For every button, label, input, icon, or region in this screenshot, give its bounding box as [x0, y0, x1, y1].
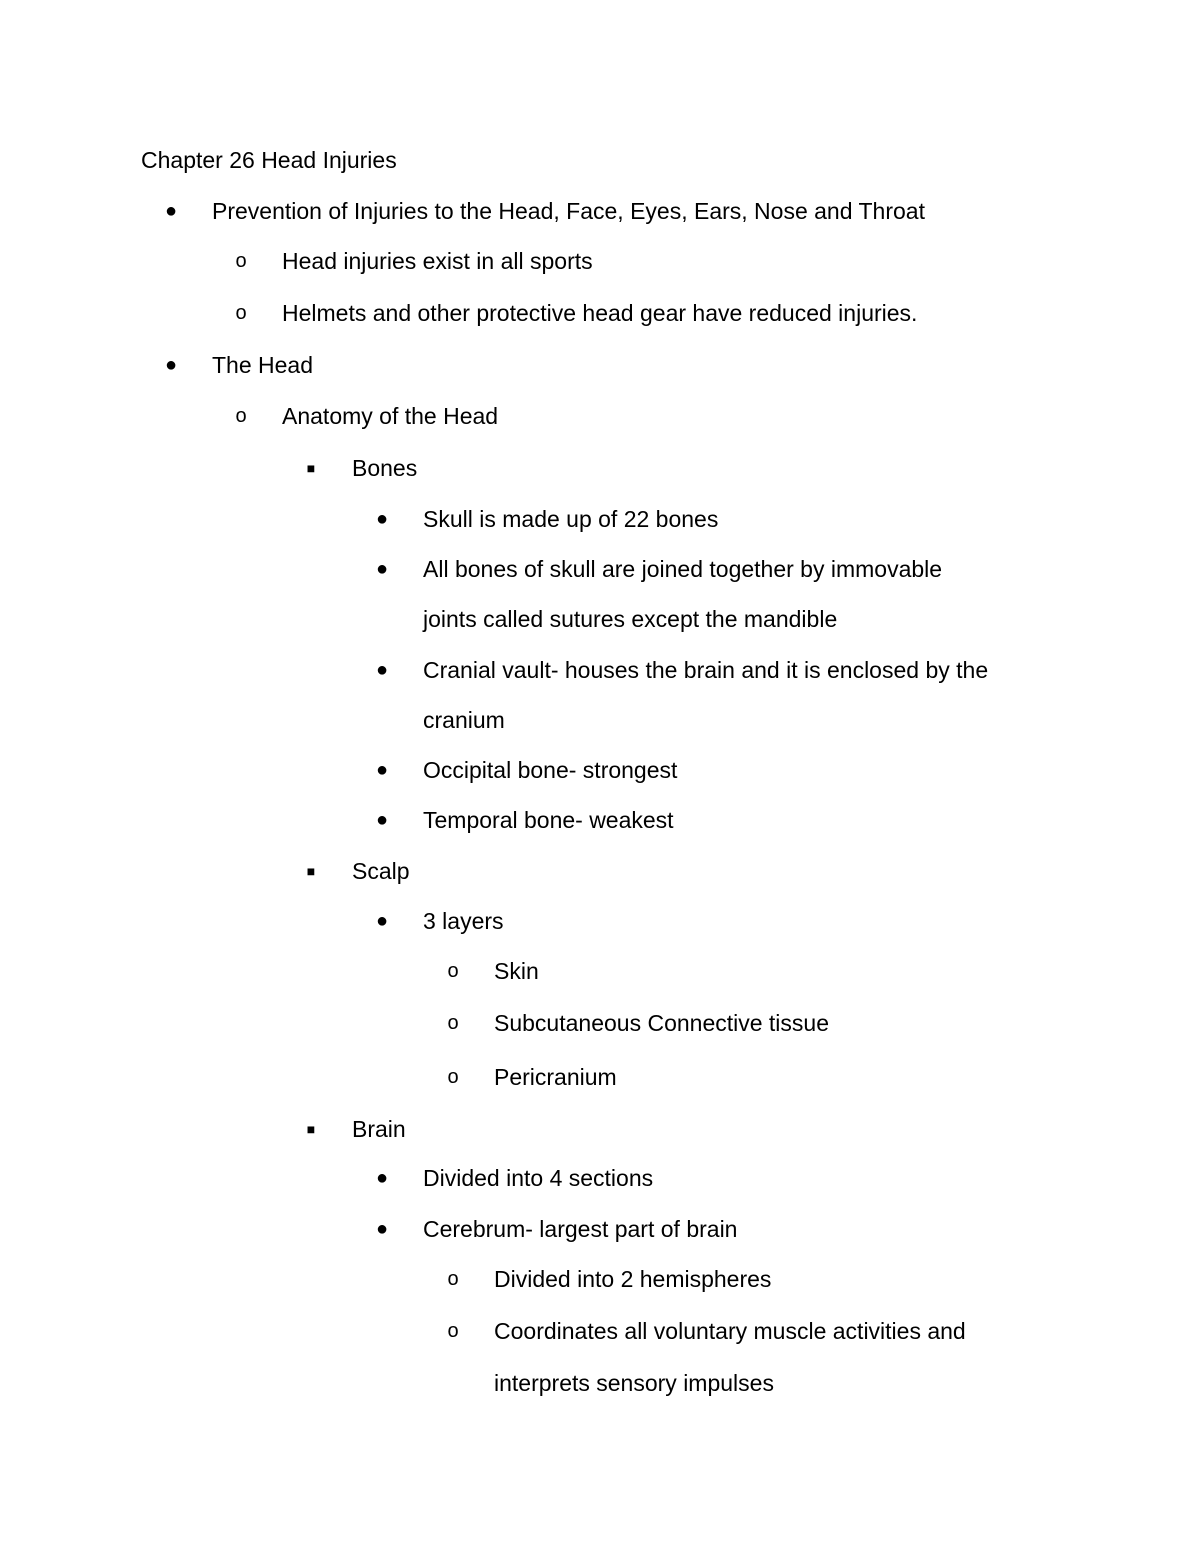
outline-item: Bones	[352, 455, 418, 481]
outline-item: Cerebrum- largest part of brain	[423, 1216, 738, 1242]
bullet-circle-icon: o	[235, 405, 247, 427]
outline-item: Skull is made up of 22 bones	[423, 506, 719, 532]
outline-item: cranium	[423, 707, 505, 733]
outline-item: Skin	[494, 958, 539, 984]
bullet-dot-icon: ●	[375, 1167, 389, 1189]
outline-item: Head injuries exist in all sports	[282, 248, 593, 274]
bullet-dot-icon: ●	[375, 659, 389, 681]
outline-item: Brain	[352, 1116, 406, 1142]
bullet-circle-icon: o	[235, 250, 247, 272]
bullet-dot-icon: ●	[164, 200, 178, 222]
outline-item: Coordinates all voluntary muscle activities and	[494, 1318, 966, 1344]
outline-item: All bones of skull are joined together by immovable	[423, 556, 943, 582]
bullet-square-icon: ■	[306, 1121, 316, 1137]
bullet-circle-icon: o	[235, 302, 247, 324]
outline-item: Temporal bone- weakest	[423, 807, 674, 833]
outline-item: The Head	[212, 352, 314, 378]
outline-item: Subcutaneous Connective tissue	[494, 1010, 829, 1036]
document-title: Chapter 26 Head Injuries	[141, 147, 397, 173]
outline-item: Occipital bone- strongest	[423, 757, 678, 783]
bullet-circle-icon: o	[447, 1320, 459, 1342]
outline-item: Divided into 2 hemispheres	[494, 1266, 772, 1292]
bullet-square-icon: ■	[306, 460, 316, 476]
bullet-circle-icon: o	[447, 960, 459, 982]
bullet-circle-icon: o	[447, 1066, 459, 1088]
bullet-dot-icon: ●	[375, 508, 389, 530]
outline-item: 3 layers	[423, 908, 504, 934]
bullet-circle-icon: o	[447, 1268, 459, 1290]
bullet-dot-icon: ●	[164, 354, 178, 376]
bullet-dot-icon: ●	[375, 759, 389, 781]
bullet-dot-icon: ●	[375, 1218, 389, 1240]
outline-item: joints called sutures except the mandible	[423, 606, 838, 632]
bullet-dot-icon: ●	[375, 910, 389, 932]
bullet-square-icon: ■	[306, 863, 316, 879]
outline-item: Scalp	[352, 858, 410, 884]
outline-item: Anatomy of the Head	[282, 403, 499, 429]
bullet-dot-icon: ●	[375, 558, 389, 580]
bullet-circle-icon: o	[447, 1012, 459, 1034]
outline-item: Helmets and other protective head gear have reduced injuries.	[282, 300, 918, 326]
outline-item: interprets sensory impulses	[494, 1370, 774, 1396]
outline-item: Divided into 4 sections	[423, 1165, 654, 1191]
bullet-dot-icon: ●	[375, 809, 389, 831]
outline-item: Pericranium	[494, 1064, 617, 1090]
outline-item: Cranial vault- houses the brain and it is enclosed by the	[423, 657, 989, 683]
outline-item: Prevention of Injuries to the Head, Face, Eyes, Ears, Nose and Throat	[212, 198, 925, 224]
